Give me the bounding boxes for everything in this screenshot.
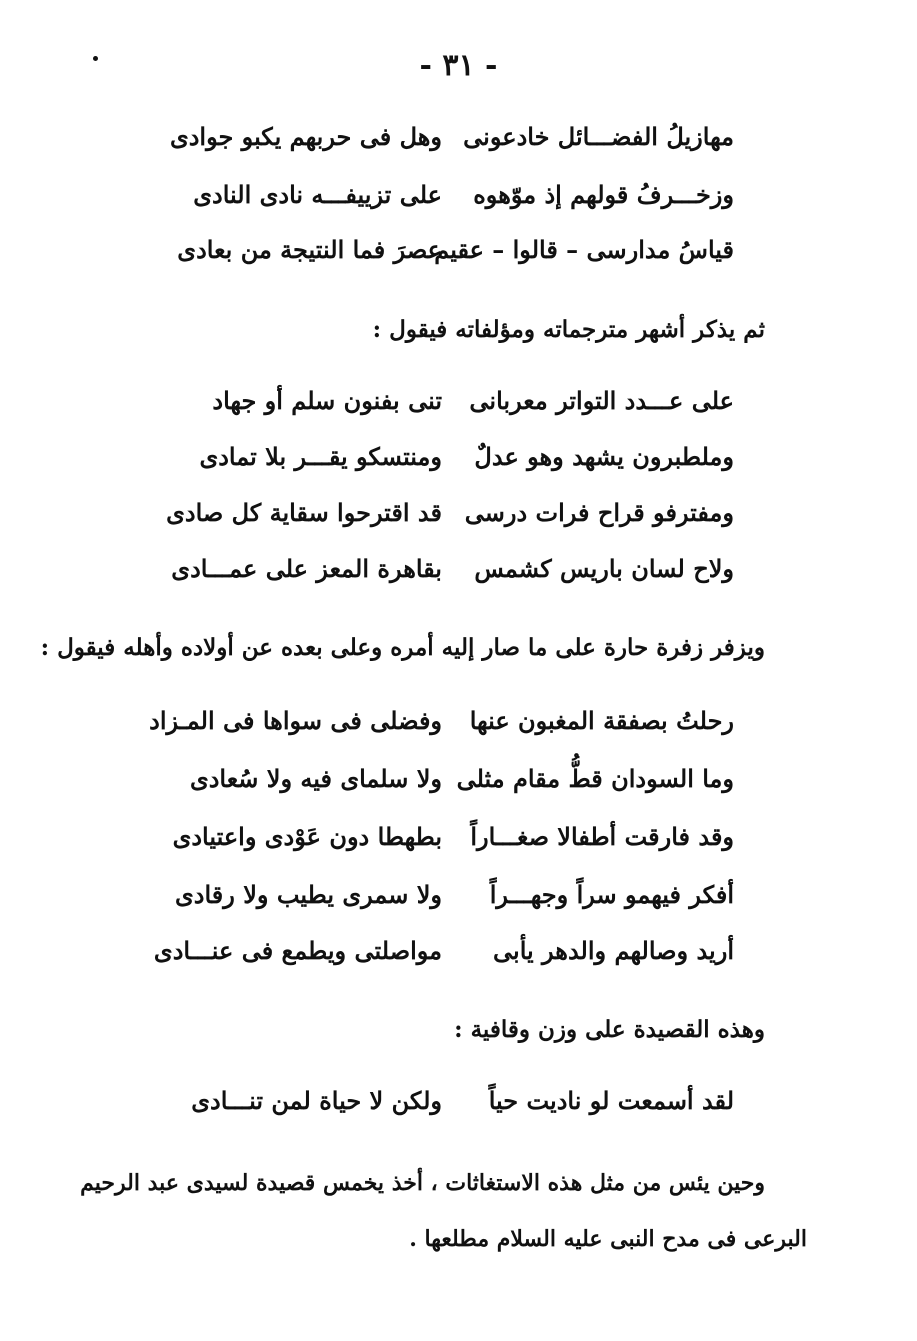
closing-paragraph-line-2: البرعى فى مدح النبى عليه السلام مطلعها .	[409, 1226, 807, 1252]
second-hemistich: ومنتسكو يقـــر بلا تمادى	[199, 442, 442, 471]
second-hemistich: وهل فى حربهم يكبو جوادى	[169, 122, 442, 151]
verse-line	[0, 554, 917, 594]
verse-line	[0, 706, 917, 746]
first-hemistich: وزخـــرفُ قولهم إذ موّهوه	[473, 180, 734, 209]
verse-line	[0, 880, 917, 920]
second-hemistich: عصرَ فما النتيجة من بعادى	[177, 235, 442, 264]
first-hemistich: رحلتُ بصفقة المغبون عنها	[469, 706, 734, 735]
second-hemistich: ولا سمرى يطيب ولا رقادى	[174, 880, 442, 909]
first-hemistich: أريد وصالهم والدهر يأبى	[493, 936, 734, 965]
verse-line	[0, 122, 917, 162]
second-hemistich: قد اقترحوا سقاية كل صادى	[166, 498, 442, 527]
closing-paragraph-line-1: وحين يئس من مثل هذه الاستغاثات ، أخذ يخمس قصيدة لسيدى عبد الرحيم	[80, 1170, 765, 1196]
verse-line	[0, 235, 917, 275]
second-hemistich: تنى بفنون سلم أو جهاد	[212, 386, 442, 415]
verse-line	[0, 498, 917, 538]
page-number: - ٣١ -	[419, 48, 498, 83]
first-hemistich: على عـــدد التواتر معربانى	[469, 386, 734, 415]
first-hemistich: أفكر فيهمو سراً وجهـــراً	[489, 880, 734, 909]
first-hemistich: وقد فارقت أطفالا صغـــاراً	[470, 822, 734, 851]
first-hemistich: لقد أسمعت لو ناديت حياً	[488, 1086, 734, 1115]
verse-line	[0, 386, 917, 426]
second-hemistich: بطهطا دون عَوْدى واعتيادى	[172, 822, 442, 851]
first-hemistich: وما السودان قطُّ مقام مثلى	[456, 764, 734, 793]
first-hemistich: قياسُ مدارسى – قالوا – عقيم	[434, 235, 734, 264]
verse-line	[0, 822, 917, 862]
intro-paragraph: وهذه القصيدة على وزن وقافية :	[454, 1016, 765, 1043]
second-hemistich: ولا سلماى فيه ولا سُعادى	[189, 764, 442, 793]
first-hemistich: ولاح لسان باريس كشمس	[474, 554, 734, 583]
second-hemistich: وفضلى فى سواها فى المـزاد	[149, 706, 442, 735]
intro-paragraph: ويزفر زفرة حارة على ما صار إليه أمره وعلى بعده عن أولاده وأهله فيقول :	[40, 634, 765, 661]
verse-line	[0, 764, 917, 804]
intro-paragraph: ثم يذكر أشهر مترجماته ومؤلفاته فيقول :	[372, 316, 765, 343]
second-hemistich: بقاهرة المعز على عمـــادى	[171, 554, 442, 583]
verse-line	[0, 936, 917, 976]
first-hemistich: ومفترفو قراح فرات درسى	[464, 498, 734, 527]
verse-line	[0, 180, 917, 220]
first-hemistich: وملطبرون يشهد وهو عدلٌ	[474, 442, 734, 471]
second-hemistich: على تزييفـــه نادى النادى	[193, 180, 442, 209]
second-hemistich: ولكن لا حياة لمن تنـــادى	[191, 1086, 442, 1115]
first-hemistich: مهازيلُ الفضـــائل خادعونى	[463, 122, 734, 151]
verse-line	[0, 442, 917, 482]
verse-line	[0, 1086, 917, 1126]
second-hemistich: مواصلتى ويطمع فى عنـــادى	[153, 936, 442, 965]
